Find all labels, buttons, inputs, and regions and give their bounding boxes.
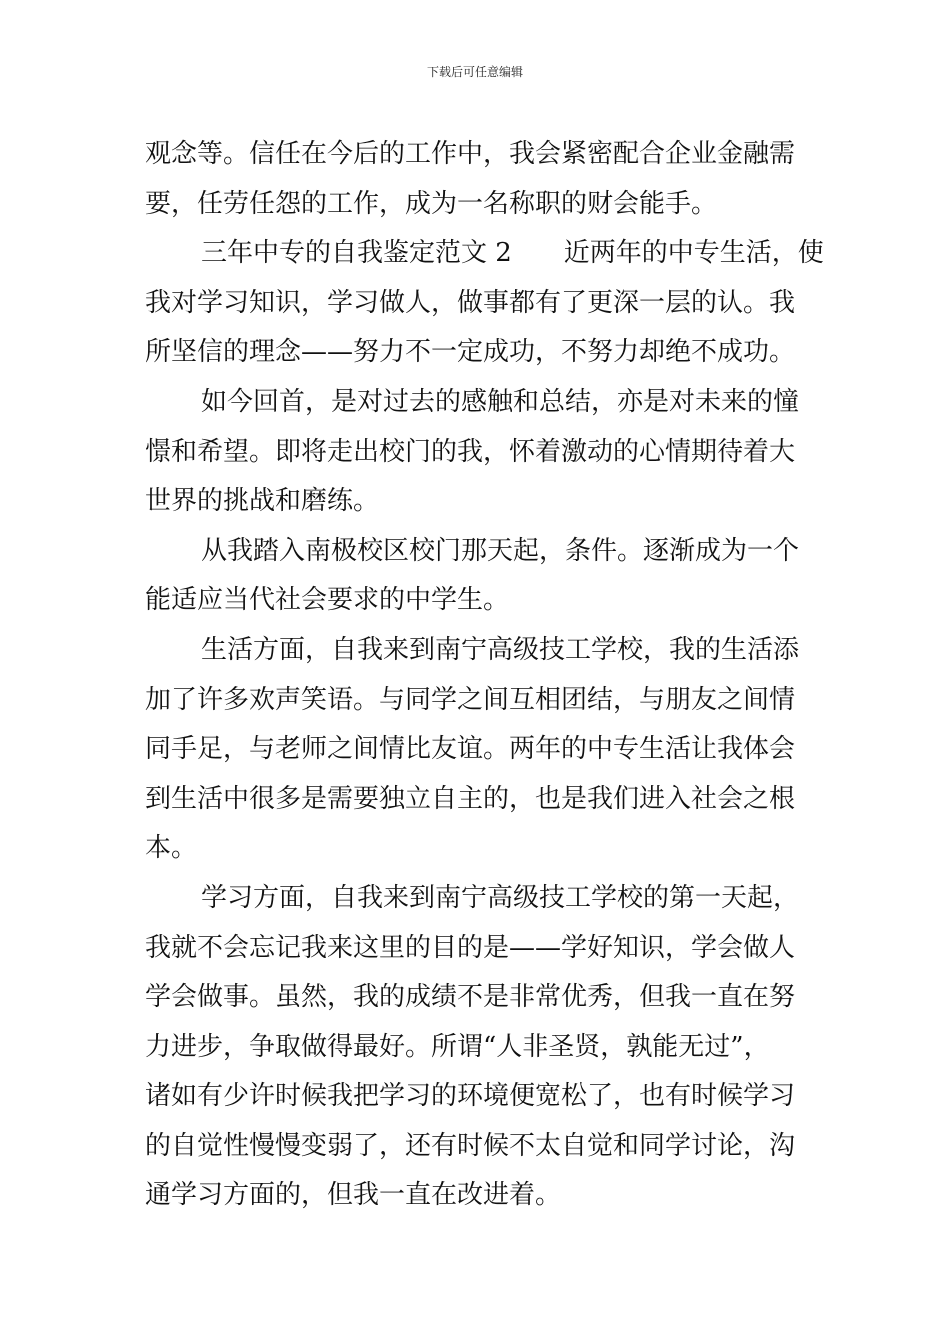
paragraph-1 [145,130,809,229]
text-line: 通学习方面的，但我一直在改进着。 [145,1180,562,1211]
text-line: 学会做事。虽然，我的成绩不是非常优秀，但我一直在努 [145,982,796,1013]
paragraph-2 [145,229,824,378]
text-line: 力进步，争取做得最好。所谓“人非圣贤，孰能无过”， [145,1031,770,1062]
text-line: 加了许多欢声笑语。与同学之间互相团结，与朋友之间情 [145,684,796,715]
text-line: 如今回首，是对过去的感触和总结，亦是对未来的憧 [201,386,800,417]
paragraph-5 [145,626,809,874]
text-line: 世界的挑战和磨练。 [145,486,380,517]
text-line: 的自觉性慢慢变弱了，还有时候不太自觉和同学讨论，沟 [145,1130,796,1161]
text-line: 本。 [145,833,198,864]
text-line: 到生活中很多是需要独立自主的，也是我们进入社会之根 [145,783,796,814]
text-line: 憬和希望。即将走出校门的我，怀着激动的心情期待着大 [145,436,796,467]
text-line: 三年中专的自我鉴定范文 2 近两年的中专生活，使 [201,238,824,269]
page-header: 下载后可任意编辑 [426,65,523,79]
text-line: 从我踏入南极校区校门那天起，条件。逐渐成为一个 [201,535,800,566]
text-line: 要，任劳任怨的工作，成为一名称职的财会能手。 [145,188,718,219]
text-line: 生活方面，自我来到南宁高级技工学校，我的生活添 [201,634,800,665]
text-line: 所坚信的理念——努力不一定成功，不努力却绝不成功。 [145,337,796,368]
paragraph-3 [145,378,809,527]
text-line: 同手足，与老师之间情比友谊。两年的中专生活让我体会 [145,734,796,765]
paragraph-4 [145,527,809,626]
text-line: 学习方面，自我来到南宁高级技工学校的第一天起， [201,882,800,913]
paragraph-6 [145,874,809,1221]
text-line: 我对学习知识，学习做人，做事都有了更深一层的认。我 [145,287,796,318]
text-line: 我就不会忘记我来这里的目的是——学好知识，学会做人 [145,932,796,963]
text-line: 观念等。信任在今后的工作中，我会紧密配合企业金融需 [145,139,796,169]
document-body [145,130,824,1221]
text-line: 诸如有少许时候我把学习的环境便宽松了，也有时候学习 [145,1081,796,1112]
text-line: 能适应当代社会要求的中学生。 [145,585,510,616]
